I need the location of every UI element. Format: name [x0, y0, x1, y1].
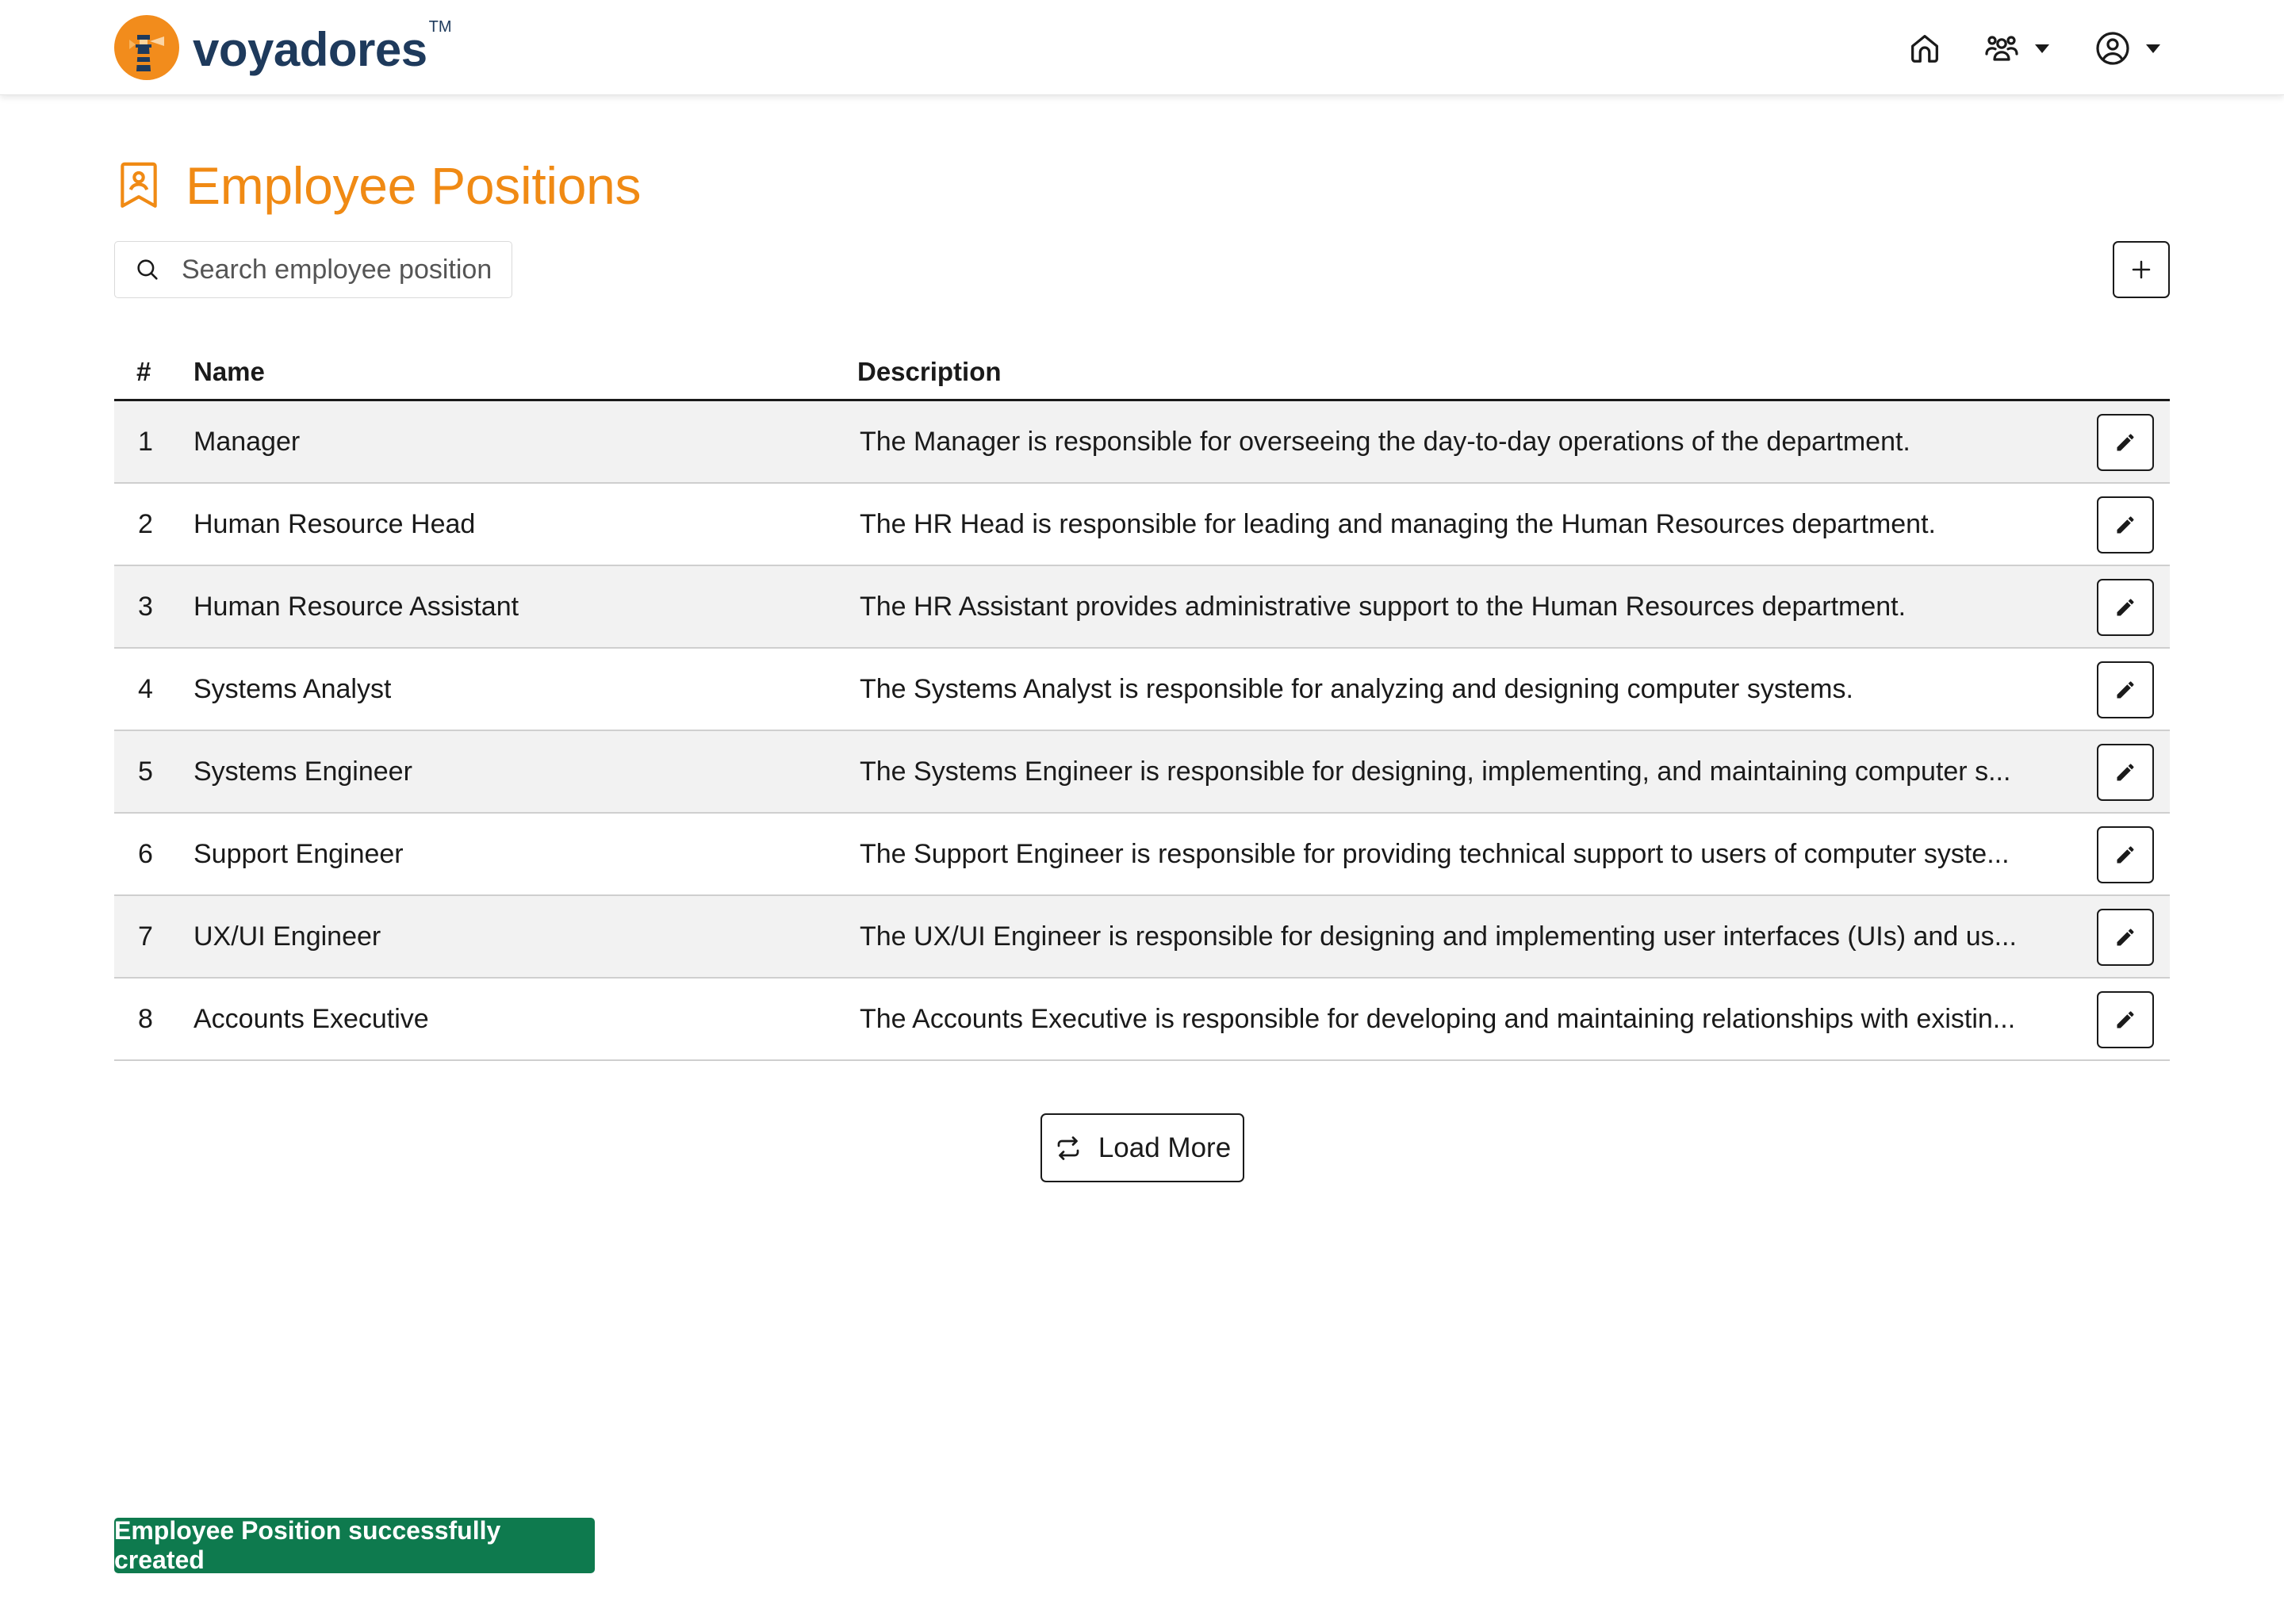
edit-position-button[interactable] — [2097, 909, 2154, 966]
table-row — [114, 814, 2170, 896]
table-row — [114, 731, 2170, 814]
page-title: Employee Positions — [186, 156, 642, 215]
position-name: Systems Engineer — [194, 756, 412, 787]
pencil-icon — [2114, 596, 2136, 619]
plus-icon — [2129, 258, 2153, 282]
pencil-icon — [2114, 761, 2136, 783]
table-body — [114, 401, 2170, 1061]
account-icon — [2094, 29, 2132, 67]
search-input[interactable] — [182, 255, 499, 285]
edit-position-button[interactable] — [2097, 496, 2154, 553]
pencil-icon — [2114, 926, 2136, 948]
search-icon — [134, 256, 161, 283]
users-icon — [1983, 29, 2021, 67]
position-description: The HR Head is responsible for leading and managing the Human Resources department. — [860, 509, 1936, 539]
brand-name: voyadores — [193, 22, 427, 76]
position-name: Systems Analyst — [194, 674, 392, 704]
row-number: 5 — [138, 756, 153, 787]
position-description: The Support Engineer is responsible for providing technical support to users of computer syste... — [860, 839, 2010, 869]
search-box — [114, 241, 512, 298]
position-name: UX/UI Engineer — [194, 921, 381, 952]
position-name: Manager — [194, 427, 301, 457]
users-menu-dropdown[interactable] — [1983, 29, 2049, 68]
row-number: 8 — [138, 1004, 153, 1034]
table-row — [114, 484, 2170, 566]
home-nav-button[interactable] — [1907, 29, 1943, 68]
edit-position-button[interactable] — [2097, 991, 2154, 1048]
chevron-down-icon — [2146, 44, 2160, 53]
position-description: The Systems Analyst is responsible for analyzing and designing computer systems. — [860, 674, 1853, 704]
home-icon — [1907, 30, 1943, 67]
position-description: The Manager is responsible for overseeing the day-to-day operations of the department. — [860, 427, 1910, 457]
pencil-icon — [2114, 514, 2136, 536]
position-name: Human Resource Head — [194, 509, 476, 539]
load-more-button[interactable] — [1040, 1113, 1244, 1182]
row-number: 1 — [138, 427, 153, 457]
pencil-icon — [2114, 844, 2136, 866]
table-header — [114, 346, 2170, 401]
table-row — [114, 649, 2170, 731]
table-row — [114, 896, 2170, 979]
pencil-icon — [2114, 1009, 2136, 1031]
edit-position-button[interactable] — [2097, 414, 2154, 471]
page-header — [117, 155, 641, 216]
add-position-button[interactable] — [2113, 241, 2170, 298]
edit-position-button[interactable] — [2097, 661, 2154, 718]
table-row — [114, 566, 2170, 649]
success-toast: Employee Position successfully created — [114, 1518, 595, 1573]
position-description: The Accounts Executive is responsible for developing and maintaining relationships with existin... — [860, 1004, 2016, 1034]
column-header-description: Description — [857, 357, 1002, 386]
edit-position-button[interactable] — [2097, 744, 2154, 801]
brand-logo[interactable] — [113, 14, 452, 81]
table-row — [114, 401, 2170, 484]
column-header-name: Name — [194, 357, 265, 386]
row-number: 7 — [138, 921, 153, 952]
row-number: 4 — [138, 674, 153, 704]
position-name: Support Engineer — [194, 839, 404, 869]
load-more-label: Load More — [1098, 1132, 1232, 1163]
account-menu-dropdown[interactable] — [2094, 29, 2160, 68]
row-number: 2 — [138, 509, 153, 539]
position-name: Human Resource Assistant — [194, 592, 519, 622]
row-number: 6 — [138, 839, 153, 869]
repeat-icon — [1054, 1134, 1083, 1162]
lighthouse-logo-icon — [113, 14, 180, 81]
edit-position-button[interactable] — [2097, 579, 2154, 636]
pencil-icon — [2114, 679, 2136, 701]
pencil-icon — [2114, 431, 2136, 454]
row-number: 3 — [138, 592, 153, 622]
chevron-down-icon — [2035, 44, 2049, 53]
badge-icon — [117, 161, 160, 210]
position-description: The UX/UI Engineer is responsible for designing and implementing user interfaces (UIs) and us... — [860, 921, 2017, 952]
position-description: The HR Assistant provides administrative support to the Human Resources department. — [860, 592, 1907, 622]
positions-table — [114, 346, 2170, 1061]
table-row — [114, 979, 2170, 1061]
column-header-number: # — [136, 357, 151, 386]
top-navbar — [0, 0, 2284, 95]
trademark-mark: TM — [428, 17, 452, 36]
position-description: The Systems Engineer is responsible for designing, implementing, and maintaining computer s... — [860, 756, 2011, 787]
position-name: Accounts Executive — [194, 1004, 429, 1034]
edit-position-button[interactable] — [2097, 826, 2154, 883]
